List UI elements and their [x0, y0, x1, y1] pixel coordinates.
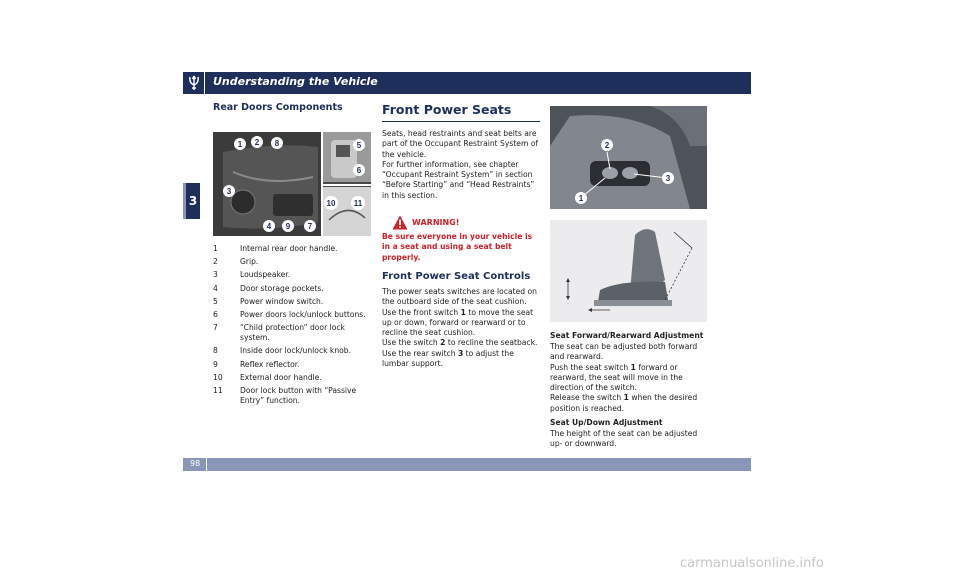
controls-paragraph-3: Use the switch 2 to recline the seatback.: [382, 338, 538, 348]
seat-callout-3: 3: [665, 174, 671, 183]
controls-paragraph-1: The power seats switches are located on the outboard side of the seat cushion.: [382, 286, 537, 307]
chapter-tab: 3: [183, 183, 200, 219]
rear-doors-heading: Rear Doors Components: [213, 102, 343, 113]
trident-logo-icon: [183, 72, 205, 94]
callout-9: 9: [285, 222, 291, 231]
page-number: 98: [190, 459, 201, 468]
warning-text: Be sure everyone in your vehicle is in a seat and using a seat belt properly.: [382, 232, 533, 262]
footer-divider: [206, 458, 207, 471]
list-item: 9 Reflex reflector.: [213, 359, 300, 369]
list-item: 5 Power window switch.: [213, 296, 324, 306]
forward-paragraph-1: The seat can be adjusted both forward and rearward.: [550, 342, 698, 362]
seat-adjustment-column: [550, 327, 710, 450]
callout-1: 1: [237, 140, 243, 149]
callout-4: 4: [266, 222, 272, 231]
forward-rearward-heading: Seat Forward/Rearward Adjustment: [550, 331, 704, 340]
list-item: 2 Grip.: [213, 257, 259, 267]
rear-door-image: [213, 132, 371, 236]
callout-7: 7: [307, 222, 313, 231]
section-title: Understanding the Vehicle: [213, 75, 378, 88]
components-list: [213, 244, 371, 409]
callout-5: 5: [356, 141, 362, 150]
callout-8: 8: [274, 139, 280, 148]
rear-doors-column: [213, 102, 371, 113]
callout-10: 10: [326, 199, 336, 208]
controls-paragraph-4: Use the rear switch 3 to adjust the lumbar support.: [382, 348, 514, 369]
callout-11: 11: [353, 199, 363, 208]
intro-paragraph: Seats, head restraints and seat belts are part of the Occupant Restraint System of the vehicle.: [382, 129, 539, 159]
seat-controls-heading: Front Power Seat Controls: [382, 270, 531, 282]
list-item: 11 Door lock button with “Passive Entry” function.: [213, 385, 357, 405]
callout-3: 3: [226, 187, 232, 196]
front-power-seats-heading: Front Power Seats: [382, 102, 540, 122]
warning-block: [382, 215, 540, 263]
callout-2: 2: [254, 138, 260, 147]
seat-switches-image: [550, 106, 707, 209]
up-down-paragraph: The height of the seat can be adjusted up- or downward.: [550, 429, 698, 449]
list-item: 1 Internal rear door handle.: [213, 244, 338, 253]
seat-callout-2: 2: [604, 141, 610, 150]
seat-adjustment-diagram: [550, 220, 707, 322]
warning-title: WARNING!: [412, 218, 460, 228]
seat-callout-1: 1: [578, 194, 584, 203]
front-power-seats-column: [382, 102, 540, 369]
list-item: 6 Power doors lock/unlock buttons.: [213, 309, 366, 319]
list-item: 7 “Child protection” door lock system.: [213, 323, 345, 343]
callout-6: 6: [356, 166, 362, 175]
up-down-heading: Seat Up/Down Adjustment: [550, 418, 663, 428]
list-item: 4 Door storage pockets.: [213, 283, 324, 293]
controls-paragraph-2: Use the front switch 1 to move the seat up or down, forward or rearward or to recline the seat cushion.: [382, 307, 534, 338]
warning-triangle-icon: [392, 215, 408, 230]
list-item: 10 External door handle.: [213, 372, 322, 382]
watermark: carmanualsonline.info: [680, 556, 824, 571]
footer-bar: [183, 458, 751, 471]
forward-paragraph-2: Push the seat switch 1 forward or rearward, the seat will move in the direction of the switch.: [550, 362, 683, 393]
intro-paragraph-2: For further information, see chapter “Occupant Restraint System” in section “Before Starting” and “Head Restraints” in this section.: [382, 159, 535, 200]
forward-paragraph-3: Release the switch 1 when the desired position is reached.: [550, 393, 698, 413]
list-item: 3 Loudspeaker.: [213, 270, 291, 280]
list-item: 8 Inside door lock/unlock knob.: [213, 346, 352, 356]
